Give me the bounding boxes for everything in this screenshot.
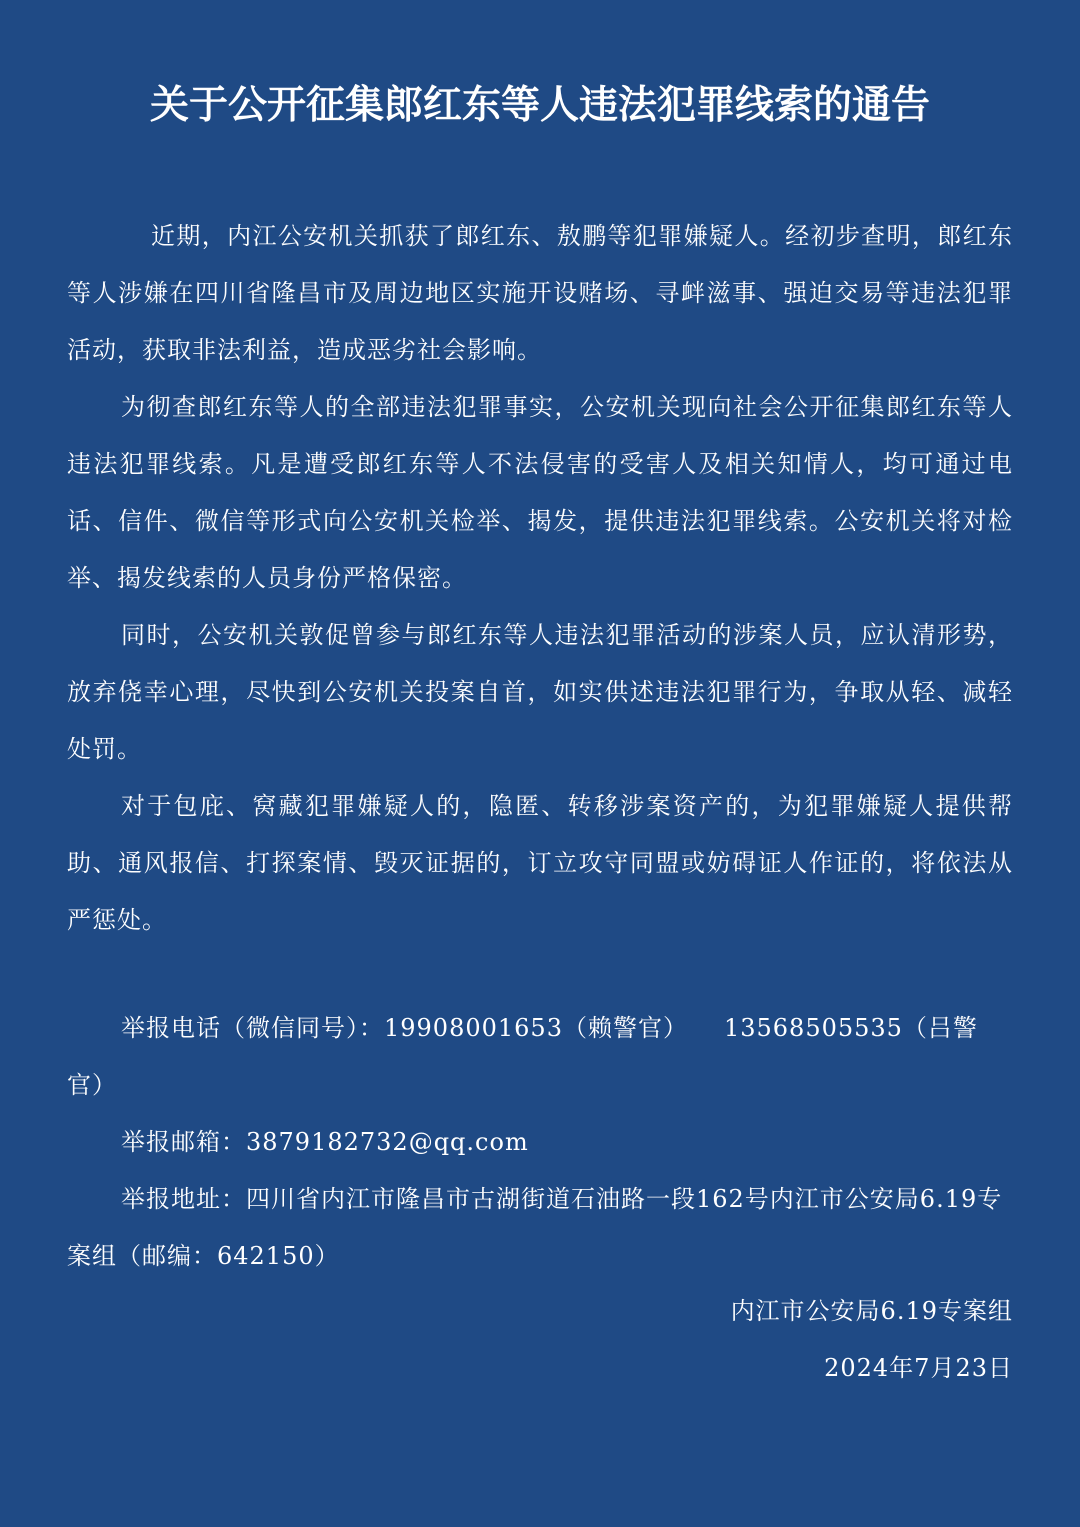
email-line xyxy=(67,1114,1013,1171)
signoff xyxy=(731,1283,1013,1397)
phone-label: 举报电话（微信同号）： xyxy=(121,1014,384,1042)
paragraph-1: 近期，内江公安机关抓获了郎红东、敖鹏等犯罪嫌疑人。经初步查明，郎红东等人涉嫌在四川省隆昌市及周边地区实施开设赌场、寻衅滋事、强迫交易等违法犯罪活动，获取非法利益，造成恶劣社会影响。 xyxy=(67,222,1013,364)
paragraph-2: 为彻查郎红东等人的全部违法犯罪事实，公安机关现向社会公开征集郎红东等人违法犯罪线索。凡是遭受郎红东等人不法侵害的受害人及相关知情人，均可通过电话、信件、微信等形式向公安机关检举、揭发，提供违法犯罪线索。公安机关将对检举、揭发线索的人员身份严格保密。 xyxy=(67,393,1013,592)
phone-line xyxy=(67,1000,1013,1114)
paragraph-4: 对于包庇、窝藏犯罪嫌疑人的，隐匿、转移涉案资产的，为犯罪嫌疑人提供帮助、通风报信、打探案情、毁灭证据的，订立攻守同盟或妨碍证人作证的，将依法从严惩处。 xyxy=(67,792,1013,934)
issue-date: 2024年7月23日 xyxy=(824,1354,1013,1382)
address-label: 举报地址： xyxy=(121,1185,246,1213)
email-address[interactable]: 3879182732@qq.com xyxy=(246,1128,529,1156)
issuer: 内江市公安局6.19专案组 xyxy=(730,1297,1013,1325)
phone-number-2[interactable]: 13568505535（吕警官） xyxy=(67,1014,978,1099)
email-label: 举报邮箱： xyxy=(121,1128,246,1156)
address-text: 四川省内江市隆昌市古湖街道石油路一段162号内江市公安局6.19专案组（邮编：642150） xyxy=(67,1185,1003,1270)
contact-section xyxy=(67,1000,1013,1285)
phone-number-1[interactable]: 19908001653（赖警官） xyxy=(384,1014,688,1042)
address-line xyxy=(67,1171,1013,1285)
notice-body xyxy=(67,208,1013,949)
notice-title: 关于公开征集郎红东等人违法犯罪线索的通告 xyxy=(149,83,930,128)
paragraph-3: 同时，公安机关敦促曾参与郎红东等人违法犯罪活动的涉案人员，应认清形势，放弃侥幸心理，尽快到公安机关投案自首，如实供述违法犯罪行为，争取从轻、减轻处罚。 xyxy=(67,621,1013,763)
